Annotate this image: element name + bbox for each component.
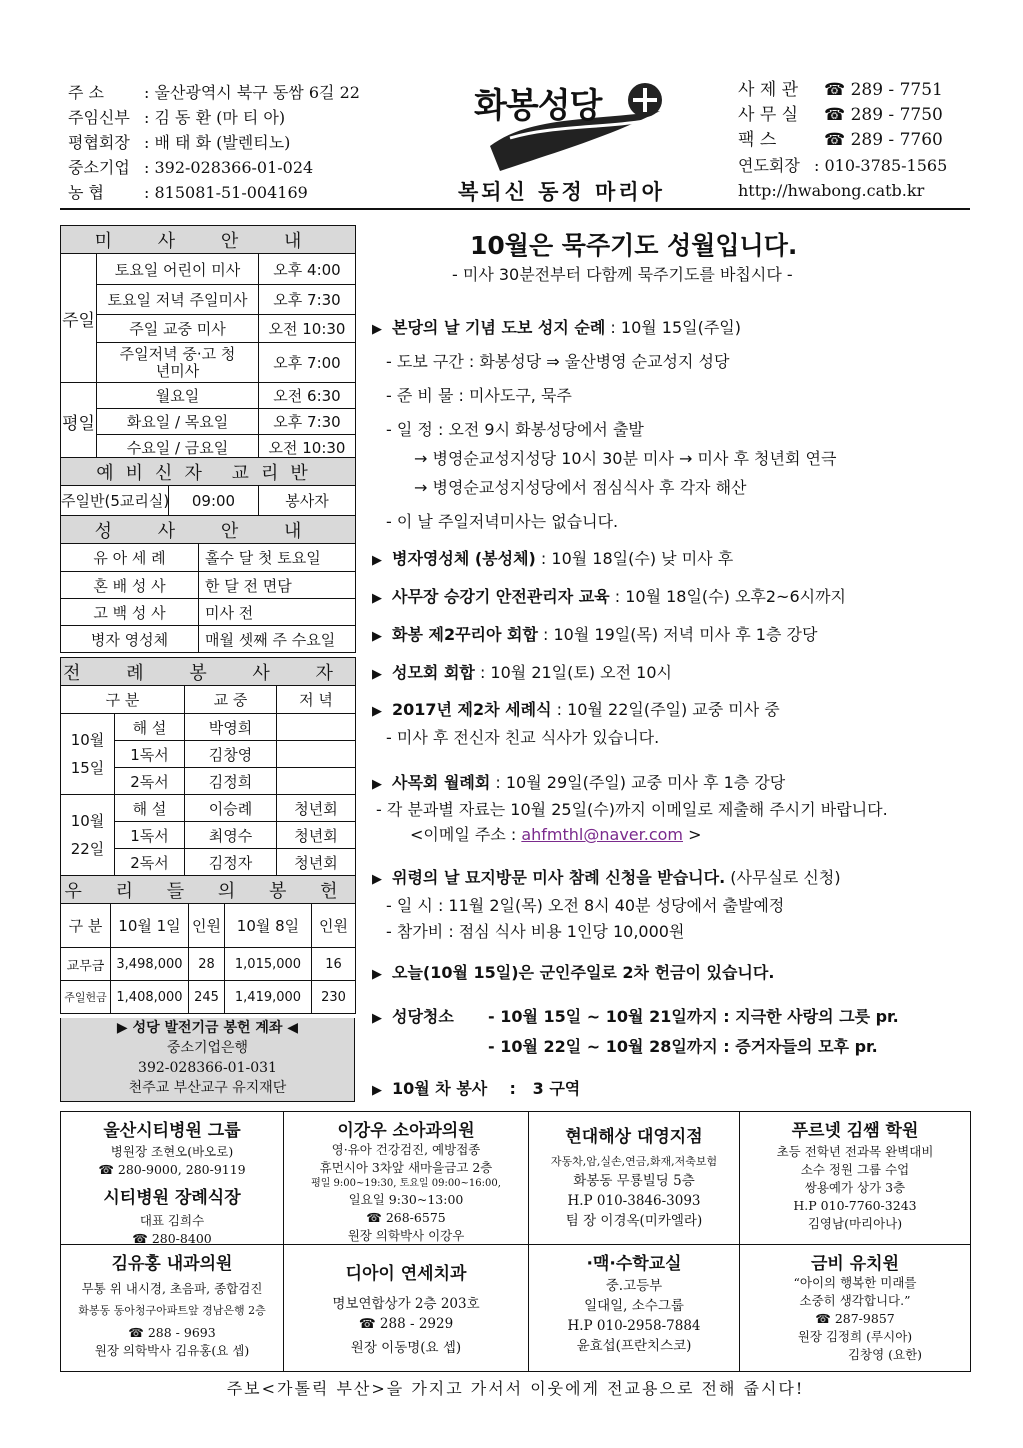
mass-name: 월요일 bbox=[97, 383, 259, 409]
council-row: 평협회장 : 배 태 화 (발렌티노) bbox=[68, 133, 291, 152]
offering-value: 1,408,000 bbox=[111, 981, 189, 1014]
server-main: 김정희 bbox=[185, 768, 277, 795]
server-role: 1독서 bbox=[115, 822, 185, 849]
mass-table bbox=[60, 225, 356, 461]
triangle-icon: ▶ bbox=[372, 1011, 382, 1026]
offering-count: 245 bbox=[189, 981, 225, 1014]
server-role: 2독서 bbox=[115, 849, 185, 876]
server-evening: 청년회 bbox=[277, 795, 356, 822]
ad-pediatrics: 이강우 소아과의원 영·유아 건강검진, 예방접종 휴먼시아 3차앞 새마을금고 2층 평일 9:00~19:30, 토요일 09:00~16:00, 일요일 9:30~13:00 ☎ 268-6575 원장 의학박사 이강우 bbox=[283, 1111, 529, 1245]
col-header: 인원 bbox=[189, 904, 225, 948]
notice-line: → 병영순교성지성당 10시 30분 미사 → 미사 후 청년회 연극 bbox=[414, 449, 837, 468]
fund-box bbox=[60, 1018, 355, 1102]
cleaning-line: - 10월 15일 ~ 10월 21일까지 : 지극한 사랑의 그릇 pr. bbox=[488, 1007, 899, 1026]
page-title: 10월은 묵주기도 성월입니다. bbox=[470, 231, 798, 260]
weekday-label: 평일 bbox=[61, 383, 97, 461]
mass-name: 주일 교중 미사 bbox=[97, 315, 259, 343]
bank2-row: 농 협 : 815081-51-004169 bbox=[68, 183, 308, 202]
notice-curia: ▶ 화봉 제2꾸리아 회합 : 10월 19일(목) 저녁 미사 후 1층 강당 bbox=[372, 625, 818, 644]
sacrament-value: 한 달 전 면담 bbox=[199, 572, 356, 599]
notice-memorial: ▶ 위령의 날 묘지방문 미사 참례 신청을 받습니다. (사무실로 신청) bbox=[372, 868, 841, 887]
server-evening bbox=[277, 741, 356, 768]
email-link[interactable]: ahfmthl@naver.com bbox=[521, 825, 683, 844]
notice-baptism: ▶ 2017년 제2차 세례식 : 10월 22일(주일) 교중 미사 중 bbox=[372, 700, 780, 719]
sacrament-name: 혼 배 성 사 bbox=[61, 572, 199, 599]
notice-council: ▶ 사목회 월례회 : 10월 29일(주일) 교중 미사 후 1층 강당 bbox=[372, 773, 786, 792]
offering-count: 28 bbox=[189, 948, 225, 981]
offering-value: 3,498,000 bbox=[111, 948, 189, 981]
server-main: 김창영 bbox=[185, 741, 277, 768]
sacrament-name: 고 백 성 사 bbox=[61, 599, 199, 626]
ad-city-hospital: 울산시티병원 그룹 병원장 조현오(바오로) ☎ 280-9000, 280-9119 시티병원 장례식장 대표 김희수 ☎ 280-8400 bbox=[60, 1111, 284, 1245]
offering-count: 16 bbox=[312, 948, 356, 981]
class-name: 주일반(5교리실) bbox=[61, 486, 169, 516]
notice-line: - 참가비 : 점심 식사 비용 1인당 10,000원 bbox=[386, 922, 685, 941]
triangle-icon: ▶ bbox=[372, 667, 382, 682]
mass-name: 수요일 / 금요일 bbox=[97, 435, 259, 461]
triangle-icon: ▶ bbox=[372, 967, 382, 982]
offering-count: 230 bbox=[312, 981, 356, 1014]
pastor-row: 주임신부 : 김 동 환 (마 티 아) bbox=[68, 108, 286, 127]
offering-value: 1,419,000 bbox=[225, 981, 312, 1014]
notice-line: - 준 비 물 : 미사도구, 묵주 bbox=[386, 386, 572, 405]
bank1-row: 중소기업 : 392-028366-01-024 bbox=[68, 158, 314, 177]
notice-line: - 일 정 : 오전 9시 화봉성당에서 출발 bbox=[386, 420, 644, 439]
notice-line: - 미사 후 전신자 친교 식사가 있습니다. bbox=[386, 728, 660, 747]
header-divider bbox=[60, 208, 970, 210]
col-header: 교 중 bbox=[185, 686, 277, 714]
email-line: <이메일 주소 : ahfmthl@naver.com > bbox=[410, 825, 702, 844]
mass-name: 화요일 / 목요일 bbox=[97, 409, 259, 435]
notice-second-collection: ▶ 오늘(10월 15일)은 군인주일로 2차 헌금이 있습니다. bbox=[372, 963, 775, 982]
class-time: 09:00 bbox=[169, 486, 259, 516]
ad-insurance: 현대해상 대영지점 자동차,암,실손,연금,화재,저축보험 화봉동 무룡빌딩 5층 H.P 010-3846-3093 팀 장 이경옥(미카엘라) bbox=[528, 1111, 740, 1245]
address-row: 주 소 : 울산광역시 북구 동쌈 6길 22 bbox=[68, 83, 360, 102]
catechumen-table bbox=[60, 457, 356, 516]
offering-title: 우 리 들 의 봉 헌 bbox=[61, 876, 356, 904]
notice-cleaning: ▶ 성당청소 bbox=[372, 1007, 454, 1026]
server-main: 김정자 bbox=[185, 849, 277, 876]
ad-kindergarten: 금비 유치원 “아이의 행복한 미래를 소중히 생각합니다.” ☎ 287-9857 원장 김정희 (루시아) 김창영 (요한) bbox=[739, 1244, 971, 1372]
server-date: 10월 22일 bbox=[61, 795, 115, 876]
sacrament-value: 홀수 달 첫 토요일 bbox=[199, 544, 356, 572]
offering-name: 주일헌금 bbox=[61, 981, 111, 1014]
church-logo bbox=[470, 76, 680, 176]
server-main: 이승례 bbox=[185, 795, 277, 822]
mass-name: 주일저녁 중·고 청년미사 bbox=[97, 343, 259, 383]
server-role: 해 설 bbox=[115, 795, 185, 822]
server-role: 2독서 bbox=[115, 768, 185, 795]
triangle-icon: ▶ bbox=[372, 591, 382, 606]
offering-table bbox=[60, 875, 356, 1014]
mass-time: 오전 6:30 bbox=[259, 383, 356, 409]
mass-time: 오후 7:30 bbox=[259, 285, 356, 315]
server-main: 박영희 bbox=[185, 714, 277, 741]
ad-academy: 푸르넷 김쌤 학원 초등 전학년 전과목 완벽대비 소수 정원 그룹 수업 쌍용예가 상가 3층 H.P 010-7760-3243 김영남(마리아나) bbox=[739, 1111, 971, 1245]
patron-name: 복되신 동정 마리아 bbox=[458, 180, 665, 204]
triangle-icon: ▶ bbox=[372, 322, 382, 337]
server-evening: 청년회 bbox=[277, 822, 356, 849]
header-left bbox=[68, 80, 368, 205]
sacrament-value: 미사 전 bbox=[199, 599, 356, 626]
server-date: 10월 15일 bbox=[61, 714, 115, 795]
col-header: 10월 1일 bbox=[111, 904, 189, 948]
col-header: 구 분 bbox=[61, 686, 185, 714]
cleaning-line: - 10월 22일 ~ 10월 28일까지 : 증거자들의 모후 pr. bbox=[488, 1037, 878, 1056]
server-evening bbox=[277, 714, 356, 741]
logo-text: 화봉성당 bbox=[474, 86, 602, 126]
fund-account: 392-028366-01-031 bbox=[138, 1060, 277, 1076]
mass-name: 토요일 어린이 미사 bbox=[97, 254, 259, 285]
triangle-icon: ▶ bbox=[372, 872, 382, 887]
col-header: 인원 bbox=[312, 904, 356, 948]
servers-table bbox=[60, 657, 356, 876]
website-url[interactable]: http://hwabong.catb.kr bbox=[738, 181, 925, 200]
fund-holder: 천주교 부산교구 유지재단 bbox=[128, 1080, 287, 1096]
sacrament-name: 병자 영성체 bbox=[61, 626, 199, 653]
mass-name: 토요일 저녁 주일미사 bbox=[97, 285, 259, 315]
ad-internal-medicine: 김유홍 내과의원 무통 위 내시경, 초음파, 종합검진 화봉동 동아청구아파트앞 경남은행 2층 ☎ 288 - 9693 원장 의학박사 김유홍(요 셉) bbox=[60, 1244, 284, 1372]
notice-communion: ▶ 병자영성체 (봉성체) : 10월 18일(수) 낮 미사 후 bbox=[372, 549, 734, 568]
notice-line: → 병영순교성지성당에서 점심식사 후 각자 해산 bbox=[414, 478, 747, 497]
triangle-icon: ▶ bbox=[372, 704, 382, 719]
mass-time: 오전 10:30 bbox=[259, 315, 356, 343]
servers-title: 전 례 봉 사 자 bbox=[61, 658, 356, 686]
sunday-label: 주일 bbox=[61, 254, 97, 383]
triangle-icon: ▶ bbox=[372, 777, 382, 792]
ad-math-class: ·맥·수학교실 중.고등부 일대일, 소수그룹 H.P 010-2958-7884 윤효섭(프란치스코) bbox=[528, 1244, 740, 1372]
catechumen-title: 예비신자 교리반 bbox=[61, 458, 356, 486]
office-phone: 사 무 실 ☎ 289 - 7750 bbox=[738, 105, 943, 125]
offering-name: 교무금 bbox=[61, 948, 111, 981]
sacrament-title: 성 사 안 내 bbox=[61, 516, 356, 544]
class-note: 봉사자 bbox=[259, 486, 356, 516]
notice-pilgrimage: ▶ 본당의 날 기념 도보 성지 순례 : 10월 15일(주일) bbox=[372, 318, 742, 337]
mass-time: 오후 4:00 bbox=[259, 254, 356, 285]
fax-phone: 팩 스 ☎ 289 - 7760 bbox=[738, 130, 943, 150]
mass-title: 미 사 안 내 bbox=[61, 226, 356, 254]
server-evening bbox=[277, 768, 356, 795]
rectory-phone: 사 제 관 ☎ 289 - 7751 bbox=[738, 80, 943, 100]
col-header: 저 녁 bbox=[277, 686, 356, 714]
notice-line: - 각 분과별 자료는 10월 25일(수)까지 이메일로 제출해 주시기 바랍니다. bbox=[376, 800, 888, 819]
notice-line: - 이 날 주일저녁미사는 없습니다. bbox=[386, 512, 619, 531]
sacrament-name: 유 아 세 례 bbox=[61, 544, 199, 572]
notice-mothers: ▶ 성모회 회합 : 10월 21일(토) 오전 10시 bbox=[372, 663, 672, 682]
col-header: 10월 8일 bbox=[225, 904, 312, 948]
footer-note: 주보<가톨릭 부산>을 가지고 가서서 이웃에게 전교용으로 전해 줍시다! bbox=[226, 1379, 805, 1398]
mass-time: 오후 7:00 bbox=[259, 343, 356, 383]
mass-time: 오전 10:30 bbox=[259, 435, 356, 461]
server-evening: 청년회 bbox=[277, 849, 356, 876]
triangle-icon: ▶ bbox=[372, 1083, 382, 1098]
col-header: 구 분 bbox=[61, 904, 111, 948]
server-role: 해 설 bbox=[115, 714, 185, 741]
notice-education: ▶ 사무장 승강기 안전관리자 교육 : 10월 18일(수) 오후2~6시까지 bbox=[372, 587, 846, 606]
sacrament-table bbox=[60, 515, 356, 653]
fund-title: ▶ 성당 발전기금 봉헌 계좌 ◀ bbox=[116, 1020, 299, 1036]
notice-line: - 일 시 : 11월 2일(목) 오전 8시 40분 성당에서 출발예정 bbox=[386, 896, 785, 915]
triangle-icon: ▶ bbox=[372, 629, 382, 644]
mass-time: 오후 7:30 bbox=[259, 409, 356, 435]
offering-value: 1,015,000 bbox=[225, 948, 312, 981]
page-subtitle: - 미사 30분전부터 다함께 묵주기도를 바칩시다 - bbox=[452, 265, 793, 284]
fund-bank: 중소기업은행 bbox=[166, 1040, 249, 1056]
committee-phone: 연도회장 : 010-3785-1565 bbox=[738, 156, 948, 175]
notice-line: - 도보 구간 : 화봉성당 ⇒ 울산병영 순교성지 성당 bbox=[386, 352, 730, 371]
server-role: 1독서 bbox=[115, 741, 185, 768]
header-right bbox=[738, 78, 978, 203]
ad-dental: 디아이 연세치과 명보연합상가 2층 203호 ☎ 288 - 2929 원장 이동명(요 셉) bbox=[283, 1244, 529, 1372]
notice-service: ▶ 10월 차 봉사 : 3 구역 bbox=[372, 1079, 581, 1098]
sacrament-value: 매월 셋째 주 수요일 bbox=[199, 626, 356, 653]
server-main: 최영수 bbox=[185, 822, 277, 849]
triangle-icon: ▶ bbox=[372, 553, 382, 568]
